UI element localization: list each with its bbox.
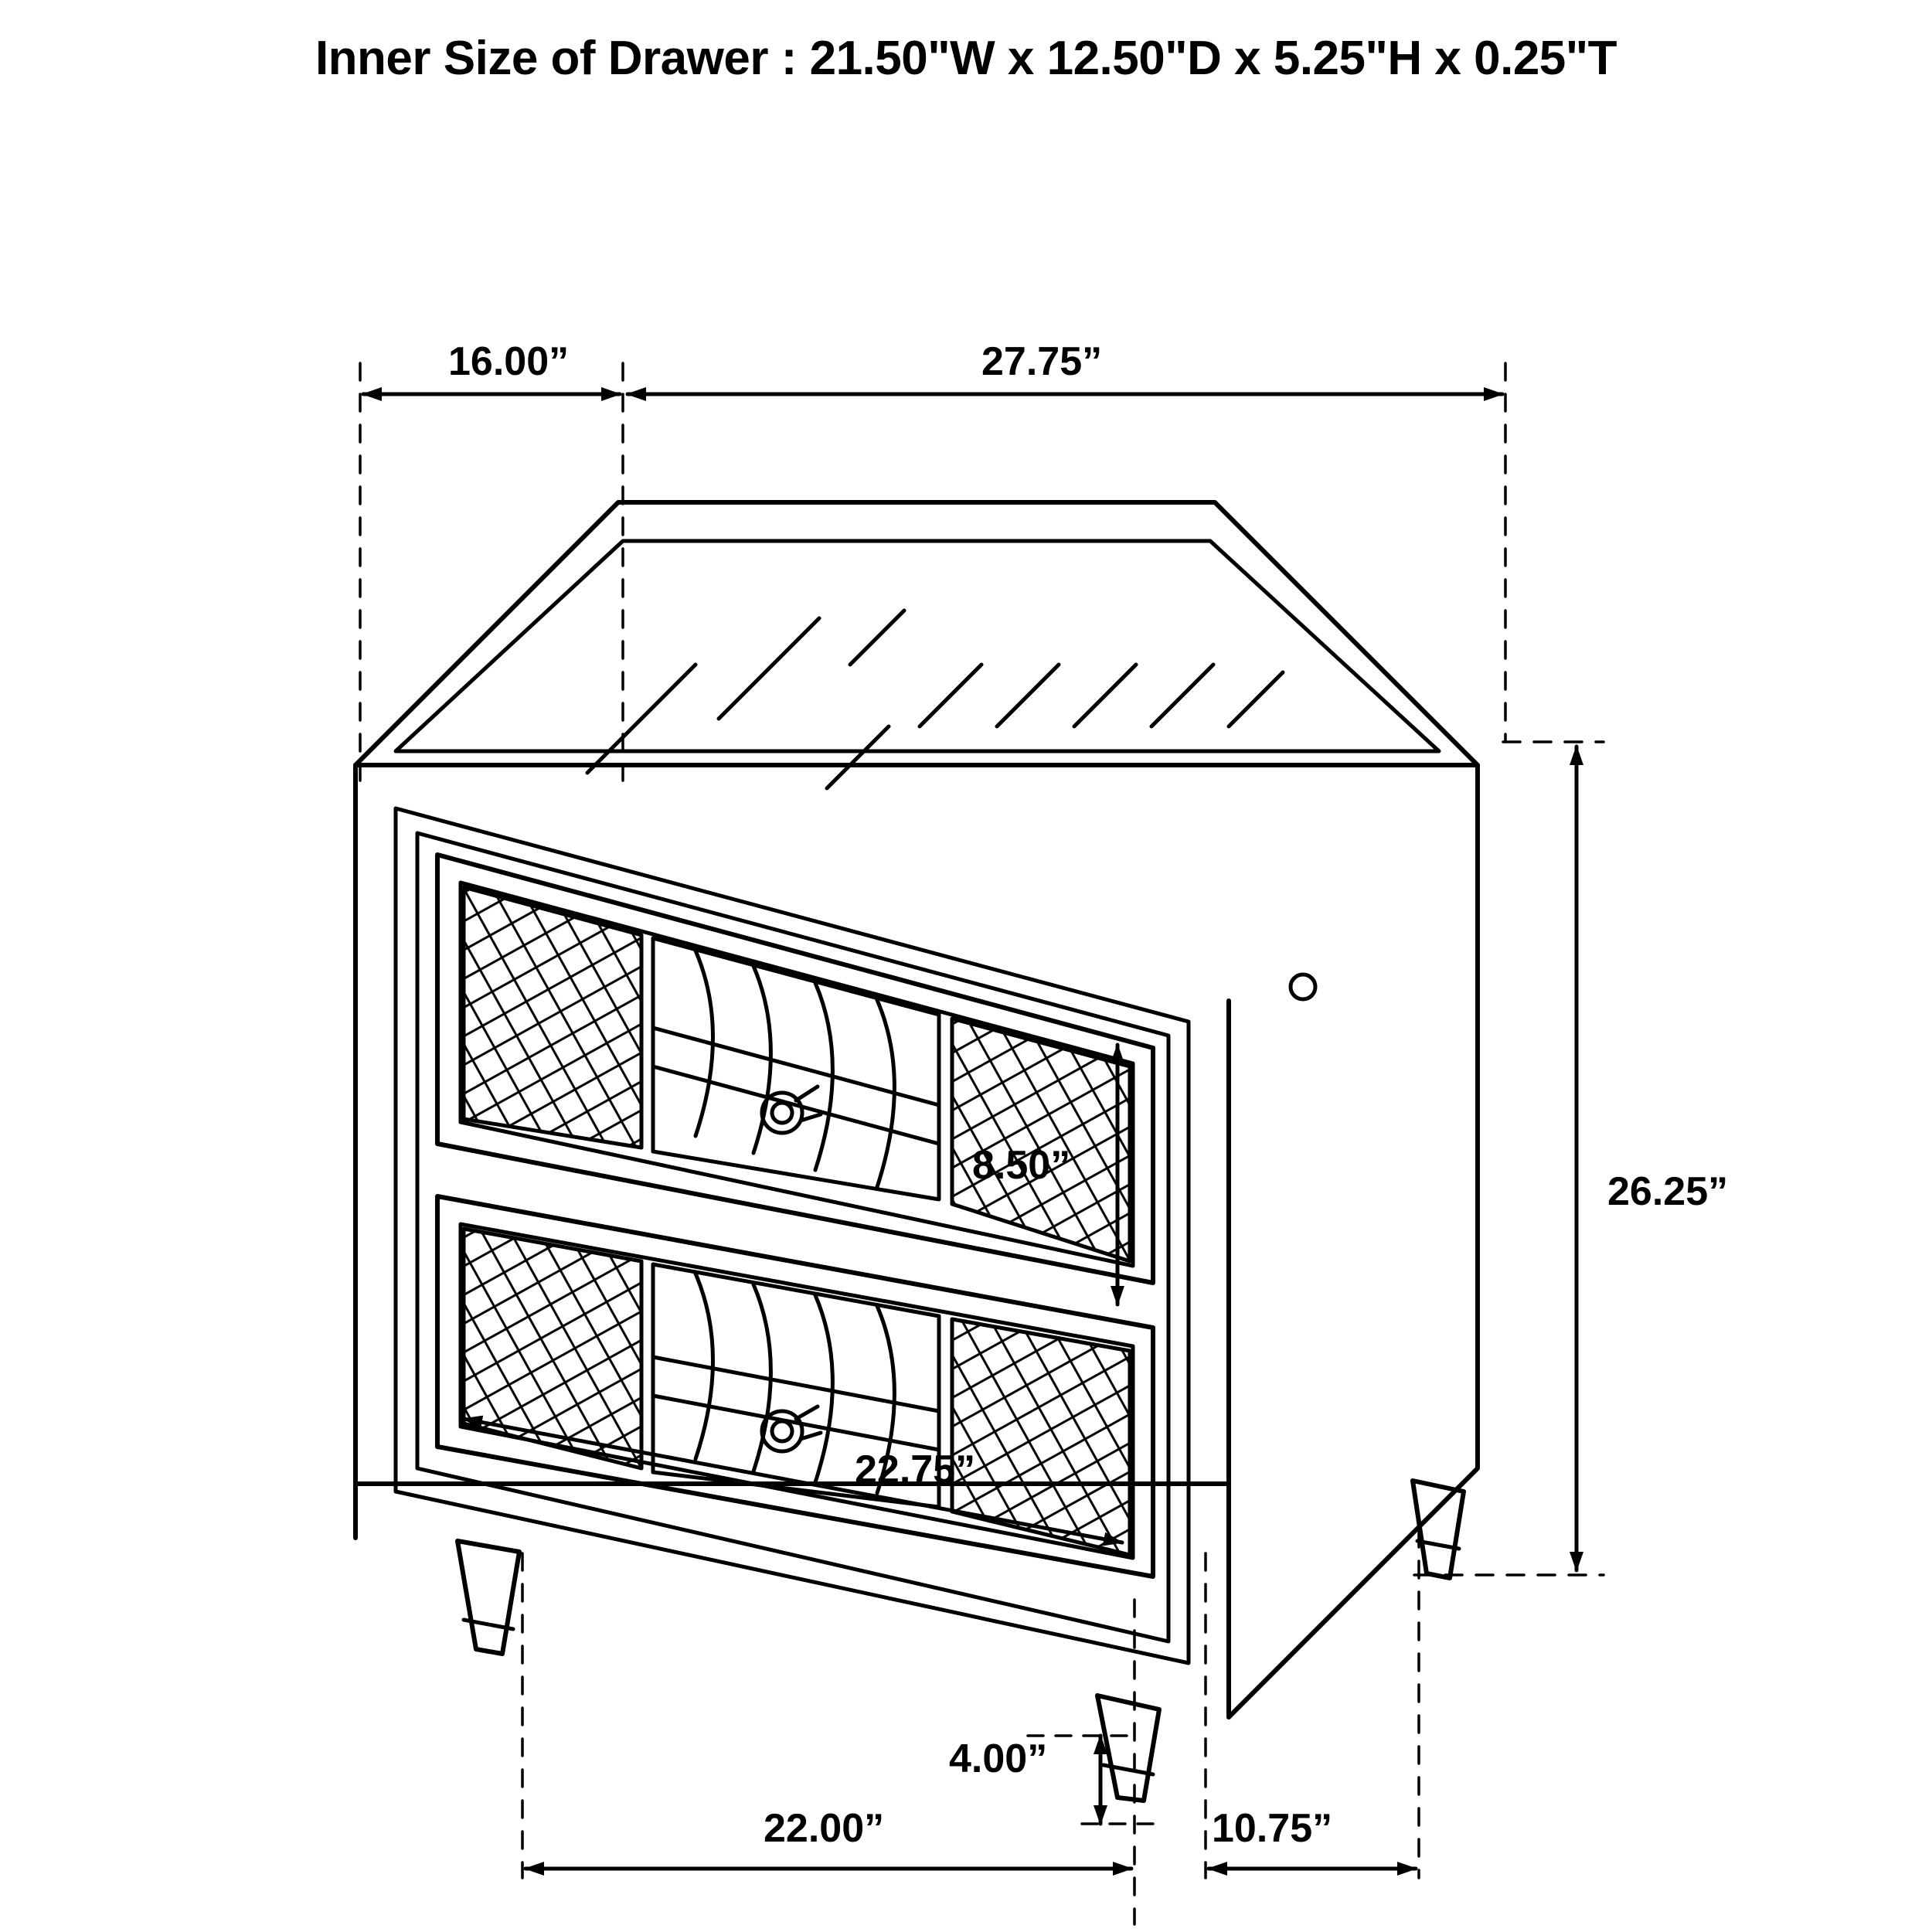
dim-label-front-width: 22.00”: [764, 1806, 885, 1851]
dim-label-leg-height: 4.00”: [949, 1736, 1048, 1781]
dim-label-side-depth: 10.75”: [1212, 1806, 1333, 1851]
dim-label-top-width: 27.75”: [981, 339, 1103, 384]
dim-label-drawer-face-width: 22.75”: [855, 1447, 976, 1492]
dim-label-drawer-face-height: 8.50”: [972, 1143, 1071, 1188]
page-title: Inner Size of Drawer : 21.50"W x 12.50"D x 5.25"H x 0.25"T: [315, 32, 1617, 85]
dim-label-overall-height: 26.25”: [1607, 1169, 1729, 1214]
dim-label-top-depth: 16.00”: [448, 339, 570, 384]
